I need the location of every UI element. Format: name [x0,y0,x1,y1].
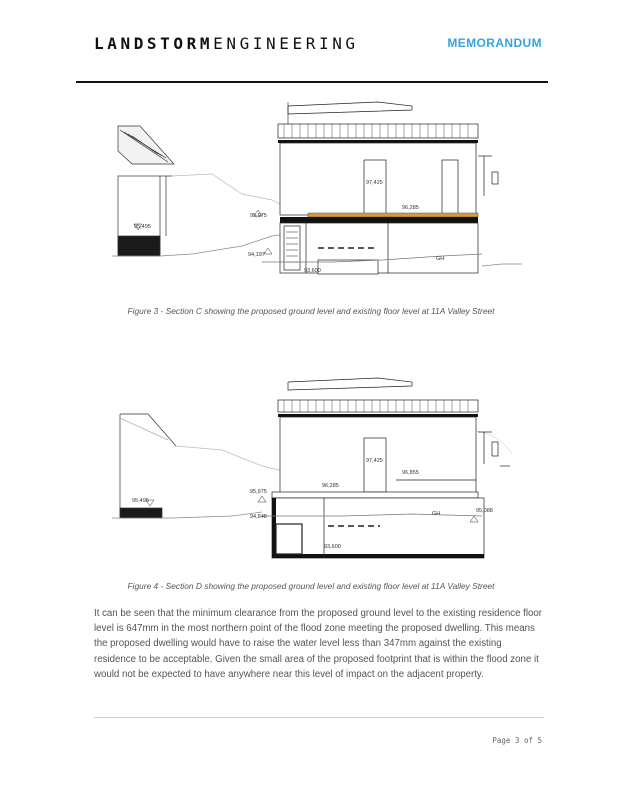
header-divider [76,81,548,83]
level-label-2: 96,855 [402,470,419,476]
page-header [94,34,542,58]
level-label-6: 93,600 [304,268,321,274]
footer-divider [94,717,544,718]
level-label-4: 95,495 [134,224,151,230]
document-type: MEMORANDUM [447,36,542,50]
figure-4-drawing [112,374,522,564]
figure-3-drawing [112,96,522,278]
level-label-3: 96,285 [322,483,339,489]
level-label-2: 96,285 [402,205,419,211]
page-label: Page [492,736,511,745]
level-label-9: GH [432,511,441,517]
level-label-7: 95,088 [476,508,493,514]
brand-light: ENGINEERING [213,34,359,53]
level-label-1: 97,425 [366,458,383,464]
level-label-8: 93,600 [324,544,341,550]
level-label-5: 94,197 [248,252,265,258]
brand-bold: LANDSTORM [94,34,214,53]
proposed-dwelling [262,102,498,274]
company-logo [94,34,359,53]
level-label-5: 95,495 [132,498,149,504]
figure-4-caption: Figure 4 - Section D showing the proposed ground level and existing floor level at 11A Valley Street [127,581,495,591]
level-label-3: 95,975 [250,213,267,219]
figure-3-caption: Figure 3 - Section C showing the proposed ground level and existing floor level at 11A Valley Street [127,306,495,316]
page-number [492,736,542,745]
level-label-7: GH [436,256,445,262]
page-of: of [523,736,533,745]
level-label-4: 95,975 [250,489,267,495]
body-paragraph: It can be seen that the minimum clearance from the proposed ground level to the existing residence floor level is 647mm in the most northern point of the flood zone meeting the proposed dwelling. This means the proposed dwelling would have to raise the water level less than 347mm against the existing residence to be acceptable. Given the small area of the proposed footprint that is within the flood zone it would not be expected to have anywhere near this level of impact on the adjacent property. [94,608,543,680]
proposed-dwelling [262,378,510,558]
existing-house [118,126,174,256]
level-label-6: 94,848 [250,514,267,520]
level-label-1: 97,425 [366,180,383,186]
page-total: 5 [537,736,542,745]
page-current: 3 [514,736,520,745]
